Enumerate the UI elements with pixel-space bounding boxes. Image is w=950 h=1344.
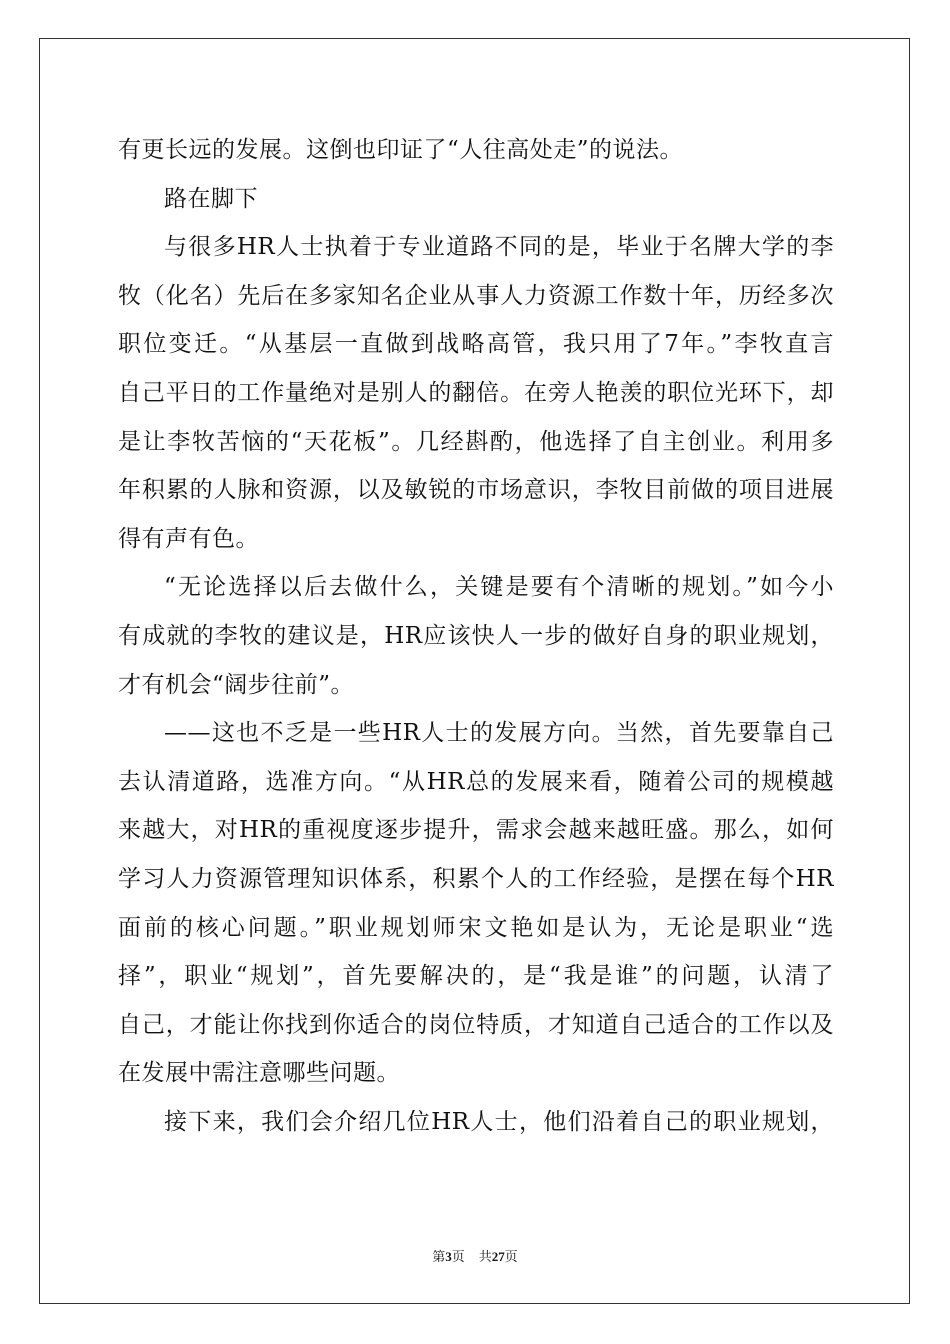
text-line: 接下来，我们会介绍几位HR人士，他们沿着自己的职业规划， <box>164 1108 834 1135</box>
text-line: 有更长远的发展。这倒也印证了“人往高处走”的说法。 <box>118 137 684 163</box>
paragraph <box>118 563 834 709</box>
text-line: 来越大，对HR的重视度逐步提升，需求会越来越旺盛。那么，如何 <box>118 817 834 844</box>
paragraph <box>118 709 834 1098</box>
document-body <box>118 126 834 1146</box>
text-line: 自己平日的工作量绝对是别人的翻倍。在旁人艳羡的职位光环下，却 <box>118 379 834 406</box>
section-heading <box>118 175 834 224</box>
paragraph <box>118 1098 834 1147</box>
text-line: 择”，职业“规划”，首先要解决的，是“我是谁”的问题，认清了 <box>118 963 834 990</box>
text-line: 路在脚下 <box>164 185 258 212</box>
text-line: 学习人力资源管理知识体系，积累个人的工作经验，是摆在每个HR <box>118 865 834 892</box>
total-pages-label: 共27页 <box>478 1249 518 1265</box>
text-line: 在发展中需注意哪些问题。 <box>118 1060 400 1087</box>
text-line: 有成就的李牧的建议是，HR应该快人一步的做好自身的职业规划， <box>118 622 834 649</box>
text-line: 自己，才能让你找到你适合的岗位特质，才知道自己适合的工作以及 <box>118 1011 834 1038</box>
text-line: 与很多HR人士执着于专业道路不同的是，毕业于名牌大学的李 <box>164 234 834 261</box>
text-line: 得有声有色。 <box>118 525 259 552</box>
text-line: 面前的核心问题。”职业规划师宋文艳如是认为，无论是职业“选 <box>118 914 834 941</box>
page-footer <box>0 1246 950 1265</box>
paragraph <box>118 126 834 175</box>
paragraph <box>118 223 834 563</box>
text-line: 牧（化名）先后在多家知名企业从事人力资源工作数十年，历经多次 <box>118 282 834 309</box>
total-page-count: 27 <box>491 1249 505 1264</box>
text-line: “无论选择以后去做什么，关键是要有个清晰的规划。”如今小 <box>164 574 834 601</box>
text-line: 职位变迁。“从基层一直做到战略高管，我只用了7年。”李牧直言 <box>118 331 834 358</box>
text-line: 年积累的人脉和资源，以及敏锐的市场意识，李牧目前做的项目进展 <box>118 477 834 504</box>
text-line: 才有机会“阔步往前”。 <box>118 671 355 698</box>
text-line: 去认清道路，选准方向。“从HR总的发展来看，随着公司的规模越 <box>118 768 834 795</box>
page-number-label: 第3页 <box>432 1249 465 1265</box>
current-page-number: 3 <box>445 1249 452 1264</box>
text-line: ——这也不乏是一些HR人士的发展方向。当然，首先要靠自己 <box>164 720 834 747</box>
text-line: 是让李牧苦恼的“天花板”。几经斟酌，他选择了自主创业。利用多 <box>118 428 834 455</box>
